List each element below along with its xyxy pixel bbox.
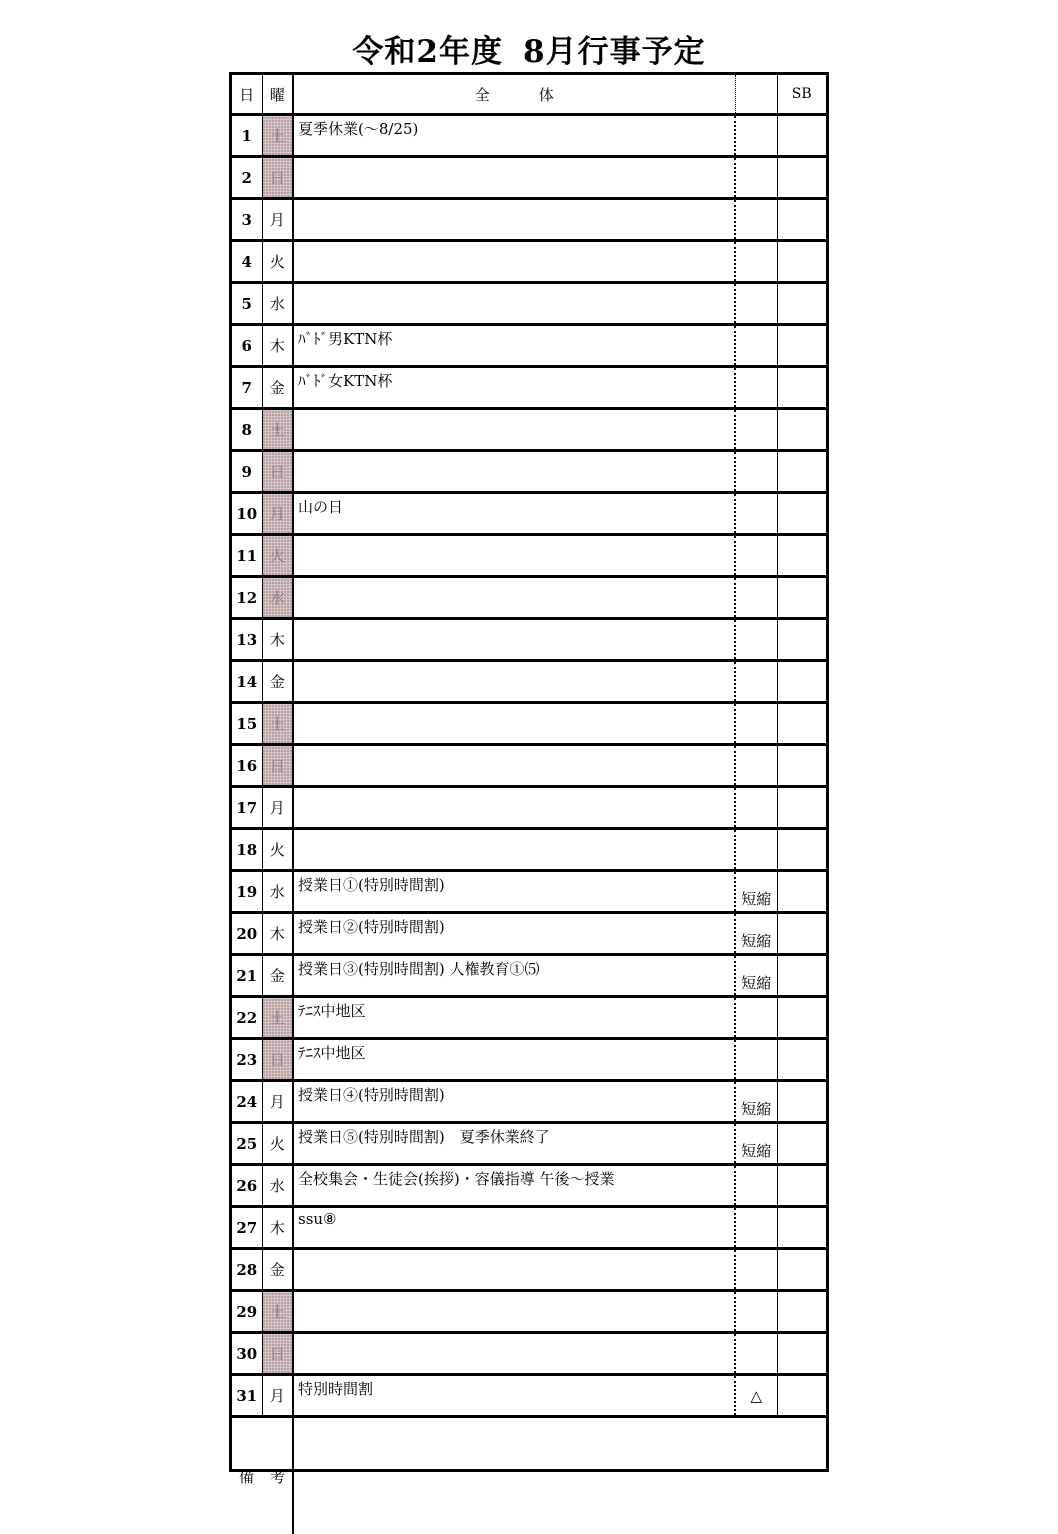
remarks-row (232, 1417, 826, 1534)
day-number: 13 (232, 619, 262, 661)
note-cell (735, 535, 777, 577)
day-of-week: 月 (262, 199, 293, 241)
sb-cell (777, 157, 826, 199)
event-text: ﾊﾞﾄﾞ女KTN杯 (293, 367, 735, 409)
remarks-label (232, 1417, 293, 1534)
day-row (232, 367, 826, 409)
day-row (232, 241, 826, 283)
day-number: 19 (232, 871, 262, 913)
note-cell: △ (735, 1375, 777, 1417)
day-of-week: 木 (262, 619, 293, 661)
header-main-b: 体 (514, 84, 578, 105)
sb-cell (777, 241, 826, 283)
event-text: 夏季休業(～8/25) (293, 115, 735, 157)
day-row (232, 871, 826, 913)
note-cell (735, 157, 777, 199)
day-number: 25 (232, 1123, 262, 1165)
note-cell (735, 997, 777, 1039)
sb-cell (777, 493, 826, 535)
event-text (293, 535, 735, 577)
note-cell (735, 619, 777, 661)
day-row (232, 409, 826, 451)
day-number: 22 (232, 997, 262, 1039)
sb-cell (777, 1375, 826, 1417)
event-text (293, 787, 735, 829)
sb-cell (777, 1165, 826, 1207)
day-of-week: 月 (262, 1081, 293, 1123)
day-of-week: 月 (262, 493, 293, 535)
sb-cell (777, 1249, 826, 1291)
note-cell (735, 1291, 777, 1333)
day-number: 2 (232, 157, 262, 199)
sb-cell (777, 1123, 826, 1165)
day-of-week: 木 (262, 1207, 293, 1249)
event-text: 全校集会・生徒会(挨拶)・容儀指導 午後～授業 (293, 1165, 735, 1207)
event-text: ﾃﾆｽ中地区 (293, 997, 735, 1039)
day-number: 15 (232, 703, 262, 745)
note-cell (735, 241, 777, 283)
header-dow: 曜 (262, 75, 293, 115)
note-cell: 短縮 (735, 1123, 777, 1165)
day-of-week: 水 (262, 871, 293, 913)
sb-cell (777, 661, 826, 703)
note-cell (735, 199, 777, 241)
day-of-week: 水 (262, 1165, 293, 1207)
note-cell (735, 1249, 777, 1291)
day-of-week: 木 (262, 325, 293, 367)
remarks-label-b: 考 (270, 1468, 285, 1486)
note-cell (735, 745, 777, 787)
day-number: 6 (232, 325, 262, 367)
page-title (0, 26, 1058, 71)
title-year: 令和2年度 (352, 34, 503, 70)
event-text: 授業日④(特別時間割) (293, 1081, 735, 1123)
sb-cell (777, 1081, 826, 1123)
event-text (293, 1249, 735, 1291)
day-of-week: 金 (262, 1249, 293, 1291)
sb-cell (777, 367, 826, 409)
note-cell: 短縮 (735, 1081, 777, 1123)
event-text (293, 661, 735, 703)
event-text (293, 745, 735, 787)
event-text (293, 199, 735, 241)
event-text (293, 451, 735, 493)
event-text (293, 577, 735, 619)
event-text: 授業日①(特別時間割) (293, 871, 735, 913)
day-number: 5 (232, 283, 262, 325)
day-number: 18 (232, 829, 262, 871)
day-number: 9 (232, 451, 262, 493)
day-row (232, 1123, 826, 1165)
day-row (232, 745, 826, 787)
event-text (293, 1333, 735, 1375)
header-note (735, 75, 777, 115)
sb-cell (777, 829, 826, 871)
day-of-week: 日 (262, 1039, 293, 1081)
note-cell (735, 283, 777, 325)
day-of-week: 火 (262, 829, 293, 871)
day-row (232, 829, 826, 871)
note-cell (735, 661, 777, 703)
day-number: 30 (232, 1333, 262, 1375)
note-cell (735, 787, 777, 829)
sb-cell (777, 325, 826, 367)
header-main-a: 全 (450, 84, 514, 105)
note-cell (735, 325, 777, 367)
day-number: 21 (232, 955, 262, 997)
note-cell (735, 451, 777, 493)
day-row (232, 199, 826, 241)
day-number: 8 (232, 409, 262, 451)
day-row (232, 997, 826, 1039)
day-number: 20 (232, 913, 262, 955)
day-number: 7 (232, 367, 262, 409)
day-of-week: 金 (262, 661, 293, 703)
day-row (232, 1291, 826, 1333)
sb-cell (777, 871, 826, 913)
day-number: 14 (232, 661, 262, 703)
event-text: ﾃﾆｽ中地区 (293, 1039, 735, 1081)
sb-cell (777, 283, 826, 325)
day-row (232, 703, 826, 745)
event-text (293, 241, 735, 283)
sb-cell (777, 115, 826, 157)
note-cell (735, 367, 777, 409)
day-number: 31 (232, 1375, 262, 1417)
title-month: 8月行事予定 (523, 34, 706, 70)
day-row (232, 1039, 826, 1081)
header-sb: SB (777, 75, 826, 115)
day-row (232, 661, 826, 703)
day-of-week: 土 (262, 115, 293, 157)
sb-cell (777, 1333, 826, 1375)
note-cell (735, 1207, 777, 1249)
day-of-week: 水 (262, 577, 293, 619)
event-text (293, 829, 735, 871)
event-text: 山の日 (293, 493, 735, 535)
sb-cell (777, 1039, 826, 1081)
sb-cell (777, 1207, 826, 1249)
remarks-text (293, 1417, 826, 1534)
day-of-week: 火 (262, 241, 293, 283)
day-row (232, 535, 826, 577)
sb-cell (777, 619, 826, 661)
day-row (232, 157, 826, 199)
note-cell (735, 577, 777, 619)
day-of-week: 日 (262, 1333, 293, 1375)
day-row (232, 619, 826, 661)
day-of-week: 月 (262, 787, 293, 829)
note-cell: 短縮 (735, 871, 777, 913)
note-cell (735, 115, 777, 157)
note-cell: 短縮 (735, 955, 777, 997)
day-of-week: 土 (262, 1291, 293, 1333)
day-number: 24 (232, 1081, 262, 1123)
day-of-week: 水 (262, 283, 293, 325)
day-row (232, 1081, 826, 1123)
day-of-week: 日 (262, 745, 293, 787)
sb-cell (777, 451, 826, 493)
day-row (232, 577, 826, 619)
day-of-week: 土 (262, 409, 293, 451)
event-text (293, 283, 735, 325)
event-text (293, 157, 735, 199)
remarks-label-a: 備 (239, 1468, 254, 1486)
sb-cell (777, 913, 826, 955)
header-row (232, 75, 826, 115)
day-of-week: 金 (262, 955, 293, 997)
day-row (232, 325, 826, 367)
sb-cell (777, 955, 826, 997)
day-number: 12 (232, 577, 262, 619)
day-number: 23 (232, 1039, 262, 1081)
event-text (293, 619, 735, 661)
day-number: 10 (232, 493, 262, 535)
day-of-week: 木 (262, 913, 293, 955)
sb-cell (777, 409, 826, 451)
day-of-week: 土 (262, 997, 293, 1039)
day-row (232, 1207, 826, 1249)
day-row (232, 1375, 826, 1417)
note-cell (735, 409, 777, 451)
note-cell (735, 703, 777, 745)
schedule-table (232, 75, 826, 1534)
day-of-week: 火 (262, 535, 293, 577)
day-number: 3 (232, 199, 262, 241)
day-row (232, 913, 826, 955)
sb-cell (777, 535, 826, 577)
sb-cell (777, 787, 826, 829)
sb-cell (777, 703, 826, 745)
day-number: 28 (232, 1249, 262, 1291)
note-cell (735, 1039, 777, 1081)
day-of-week: 金 (262, 367, 293, 409)
day-of-week: 日 (262, 157, 293, 199)
header-main (293, 75, 735, 115)
day-row (232, 115, 826, 157)
day-number: 29 (232, 1291, 262, 1333)
day-number: 11 (232, 535, 262, 577)
sb-cell (777, 199, 826, 241)
day-of-week: 火 (262, 1123, 293, 1165)
sb-cell (777, 577, 826, 619)
day-row (232, 1249, 826, 1291)
day-row (232, 1333, 826, 1375)
note-cell: 短縮 (735, 913, 777, 955)
day-number: 1 (232, 115, 262, 157)
event-text: ﾊﾞﾄﾞ男KTN杯 (293, 325, 735, 367)
event-text: 授業日②(特別時間割) (293, 913, 735, 955)
day-of-week: 月 (262, 1375, 293, 1417)
day-number: 4 (232, 241, 262, 283)
note-cell (735, 1333, 777, 1375)
day-of-week: 日 (262, 451, 293, 493)
sb-cell (777, 997, 826, 1039)
note-cell (735, 1165, 777, 1207)
event-text: ssu⑧ (293, 1207, 735, 1249)
day-row (232, 451, 826, 493)
day-row (232, 283, 826, 325)
day-row (232, 1165, 826, 1207)
event-text (293, 703, 735, 745)
day-row (232, 955, 826, 997)
schedule-sheet (229, 72, 829, 1472)
note-cell (735, 829, 777, 871)
sb-cell (777, 1291, 826, 1333)
day-number: 26 (232, 1165, 262, 1207)
day-of-week: 土 (262, 703, 293, 745)
event-text: 特別時間割 (293, 1375, 735, 1417)
note-cell (735, 493, 777, 535)
sb-cell (777, 745, 826, 787)
event-text (293, 1291, 735, 1333)
header-day: 日 (232, 75, 262, 115)
day-row (232, 493, 826, 535)
day-number: 16 (232, 745, 262, 787)
day-number: 17 (232, 787, 262, 829)
event-text: 授業日③(特別時間割) 人権教育①⑸ (293, 955, 735, 997)
day-row (232, 787, 826, 829)
day-number: 27 (232, 1207, 262, 1249)
event-text: 授業日⑤(特別時間割) 夏季休業終了 (293, 1123, 735, 1165)
event-text (293, 409, 735, 451)
